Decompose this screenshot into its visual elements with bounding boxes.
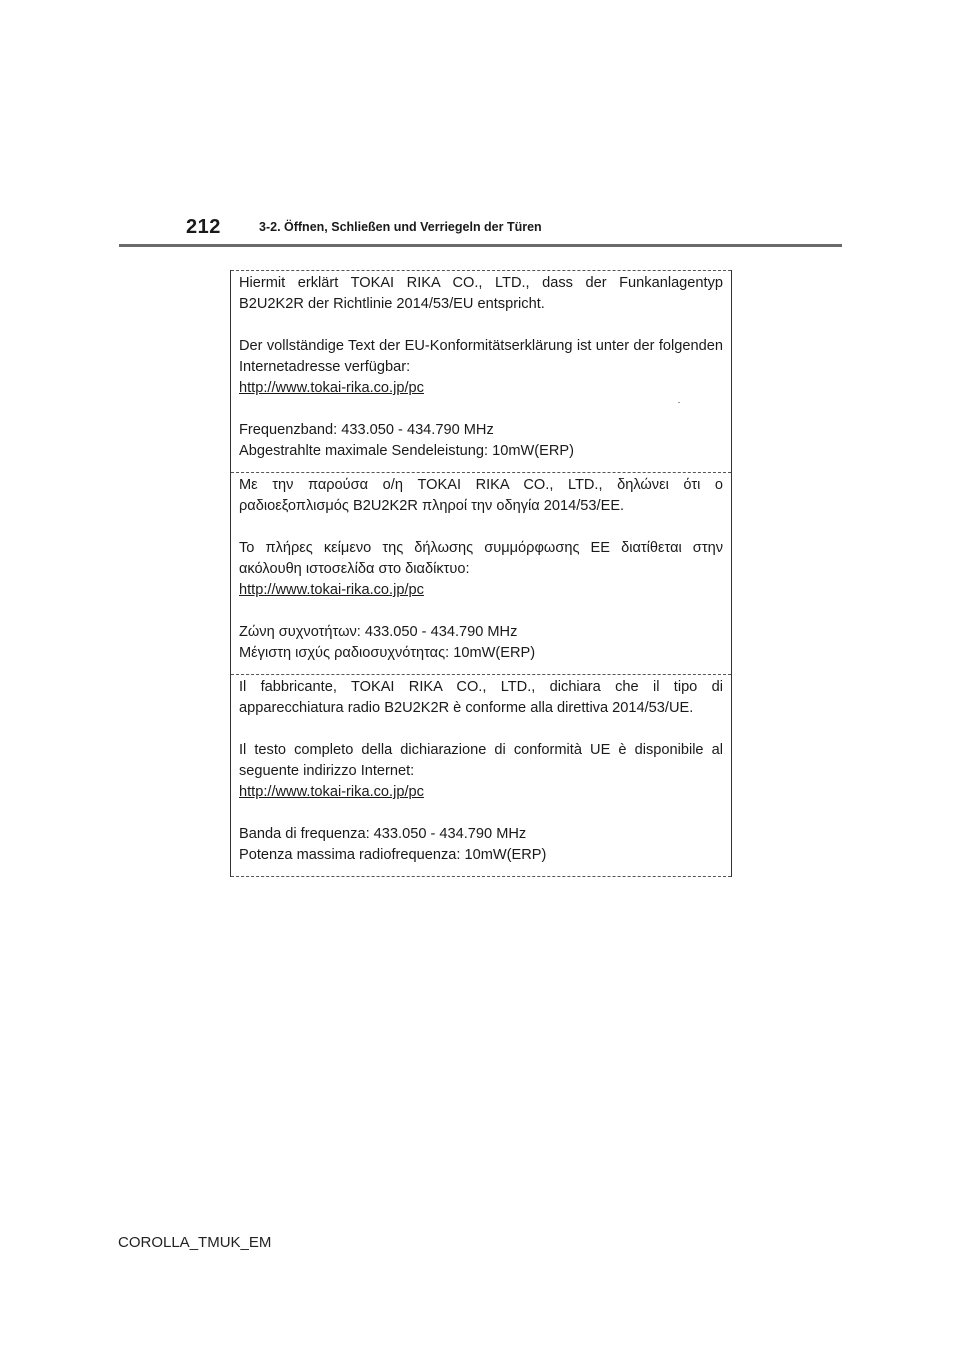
max-power: Potenza massima radiofrequenza: 10mW(ERP) — [239, 847, 547, 863]
declaration-url-link[interactable]: http://www.tokai-rika.co.jp/pc — [239, 784, 424, 800]
frequency-band: Banda di frequenza: 433.050 - 434.790 MHz — [239, 826, 527, 842]
block-spacer — [239, 866, 723, 876]
declaration-url-link[interactable]: http://www.tokai-rika.co.jp/pc — [239, 380, 424, 396]
declaration-block-italian — [231, 674, 731, 877]
document-id: COROLLA_TMUK_EM — [118, 1234, 272, 1251]
availability-text: Το πλήρες κείμενο της δήλωσης συμμόρφωσης ΕΕ διατίθεται στην ακόλουθη ιστοσελίδα στο διαδίκτυο: — [239, 540, 723, 577]
frequency-band: Frequenzband: 433.050 - 434.790 MHz — [239, 422, 494, 438]
declaration-block-greek — [231, 472, 731, 674]
declaration-availability — [239, 336, 723, 399]
header-rule — [119, 244, 842, 247]
availability-text: Il testo completo della dichiarazione di conformità UE è disponibile al seguente indirizzo Internet: — [239, 742, 723, 779]
declaration-box — [230, 270, 732, 877]
section-title: 3-2. Öffnen, Schließen und Verriegeln der Türen — [259, 220, 542, 234]
scan-speck — [678, 402, 680, 403]
declaration-availability — [239, 538, 723, 601]
declaration-statement: Με την παρούσα ο/η TOKAI RIKA CO., LTD., δηλώνει ότι ο ραδιοεξοπλισμός B2U2K2R πληροί την οδηγία 2014/53/ΕΕ. — [239, 477, 723, 514]
block-spacer — [239, 664, 723, 674]
frequency-band: Ζώνη συχνοτήτων: 433.050 - 434.790 MHz — [239, 624, 518, 640]
availability-text: Der vollständige Text der EU-Konformitätserklärung ist unter der folgenden Internetadresse verfügbar: — [239, 338, 723, 375]
declaration-availability — [239, 740, 723, 803]
declaration-block-german — [231, 270, 731, 472]
block-spacer — [239, 462, 723, 472]
max-power: Μέγιστη ισχύς ραδιοσυχνότητας: 10mW(ERP) — [239, 645, 536, 661]
max-power: Abgestrahlte maximale Sendeleistung: 10mW(ERP) — [239, 443, 574, 459]
page-number: 212 — [186, 216, 221, 238]
declaration-url-link[interactable]: http://www.tokai-rika.co.jp/pc — [239, 582, 424, 598]
declaration-statement: Il fabbricante, TOKAI RIKA CO., LTD., dichiara che il tipo di apparecchiatura radio B2U2K2R è conforme alla direttiva 2014/53/UE. — [239, 679, 723, 716]
declaration-statement: Hiermit erklärt TOKAI RIKA CO., LTD., dass der Funkanlagentyp B2U2K2R der Richtlinie 2014/53/EU entspricht. — [239, 275, 723, 312]
